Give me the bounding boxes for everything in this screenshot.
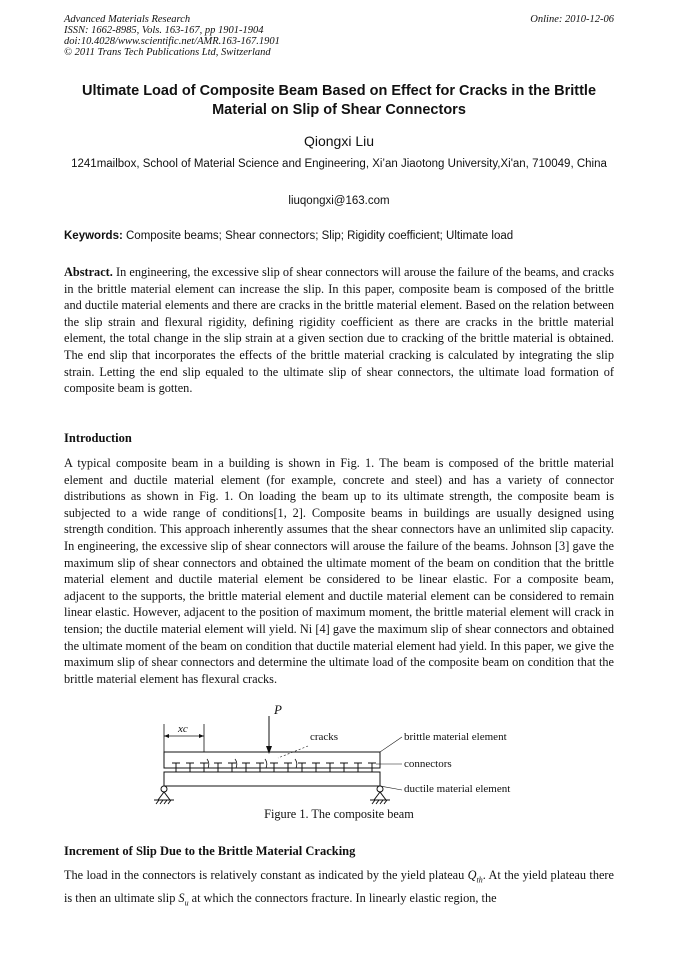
doi-line: doi:10.4028/www.scientific.net/AMR.163-167.1901 [64, 36, 280, 47]
introduction-heading: Introduction [64, 431, 132, 445]
journal-name: Advanced Materials Research [64, 14, 191, 25]
issn-line: ISSN: 1662-8985, Vols. 163-167, pp 1901-1904 [64, 25, 264, 36]
increment-text-1: The load in the connectors is relatively constant as indicated by the yield plateau [64, 868, 465, 882]
keywords [64, 230, 614, 242]
author-name: Qiongxi Liu [303, 133, 375, 149]
right-support-icon [370, 786, 390, 804]
connectors-label: connectors [404, 758, 452, 770]
online-date: Online: 2010-12-06 [530, 14, 614, 25]
q-symbol: Q [467, 868, 477, 882]
s-subscript: u [184, 898, 189, 908]
journal-header [64, 14, 280, 58]
author-email[interactable]: liuqongxi@163.com [288, 195, 390, 207]
left-support-icon [154, 786, 174, 804]
abstract [64, 264, 614, 397]
abstract-text: In engineering, the excessive slip of shear connectors will arouse the failure of the beams, and cracks in the brittle material element can increase the slip. In this paper, composite beam is composed of the brittle and ductile material elements and there are cracks in the brittle material element. Based on the relation between the slip strain and flexural rigidity, defining rigidity coefficient as there are cracks in the brittle material element, the total change in the slip strain at a given section due to cracking of the brittle material is obtained. The end slip that incorporates the effects of the brittle material cracking is calculated by integrating the slip strain. Letting the end slip equaled to the ultimate slip of shear connectors, the ultimate load formation of composite beam is gotten. [64, 265, 615, 396]
increment-text-3: at which the connectors fracture. In linearly elastic region, the [188, 891, 497, 906]
ductile-label: ductile material element [404, 783, 511, 795]
affiliation: 1241mailbox, School of Material Science and Engineering, Xi’an Jiaotong University,Xi'an, 710049, China [71, 158, 607, 170]
introduction-text: A typical composite beam in a building is shown in Fig. 1. The beam is composed of the brittle material element and ductile material element (for example, concrete and steel) and has a variety of connector distributions as shown in Fig. 1. On loading the beam up to its ultimate strength, the composite beam is subjected to a wide range of conditions[1, 2]. Composite beams in buildings are usually designed using strength condition. This approach inherently assumes that the shear connectors have an unlimited slip capacity. In engineering, the excessive slip of shear connectors will arouse the failure of the beams. Johnson [3] gave the maximum slip of shear connectors and obtained the ultimate moment of the beam on condition that the brittle material element and ductile material element be considered to be linear elastic. For a composite beam, adjacent to the supports, the brittle material element and ductile material element can be considered to remain linear elastic. However, adjacent to the position of maximum moment, the brittle material element will crack in tension; the ductile material element will yield. Ni [4] gave the maximum slip of shear connectors and obtained the ultimate moment of the beam on condition that ductile material element had yield. In this paper, we give the maximum slip of shear connectors and determine the ultimate load of the composite beam on condition that the brittle material element has flexural cracks. [64, 456, 614, 686]
load-label: P [274, 702, 282, 717]
paper-title: Ultimate Load of Composite Beam Based on Effect for Cracks in the Brittle Material on Slip of Shear Connectors [81, 83, 597, 118]
cracks-label: cracks [310, 731, 339, 743]
figure-caption: Figure 1. The composite beam [264, 807, 414, 821]
keywords-label: Keywords: [64, 230, 123, 242]
abstract-label: Abstract. [64, 265, 113, 279]
keywords-text: Composite beams; Shear connectors; Slip; Rigidity coefficient; Ultimate load [126, 230, 514, 242]
copyright-line: © 2011 Trans Tech Publications Ltd, Switzerland [64, 47, 271, 58]
composite-beam-figure [150, 700, 530, 810]
increment-text-2: . At the yield plateau there is then an ultimate slip [64, 868, 614, 906]
increment-text [64, 866, 614, 913]
q-subscript: th [476, 875, 483, 885]
increment-heading: Increment of Slip Due to the Brittle Material Cracking [64, 844, 356, 858]
s-symbol: S [178, 891, 185, 906]
xc-label: xc [178, 723, 188, 735]
brittle-label: brittle material element [404, 731, 507, 743]
